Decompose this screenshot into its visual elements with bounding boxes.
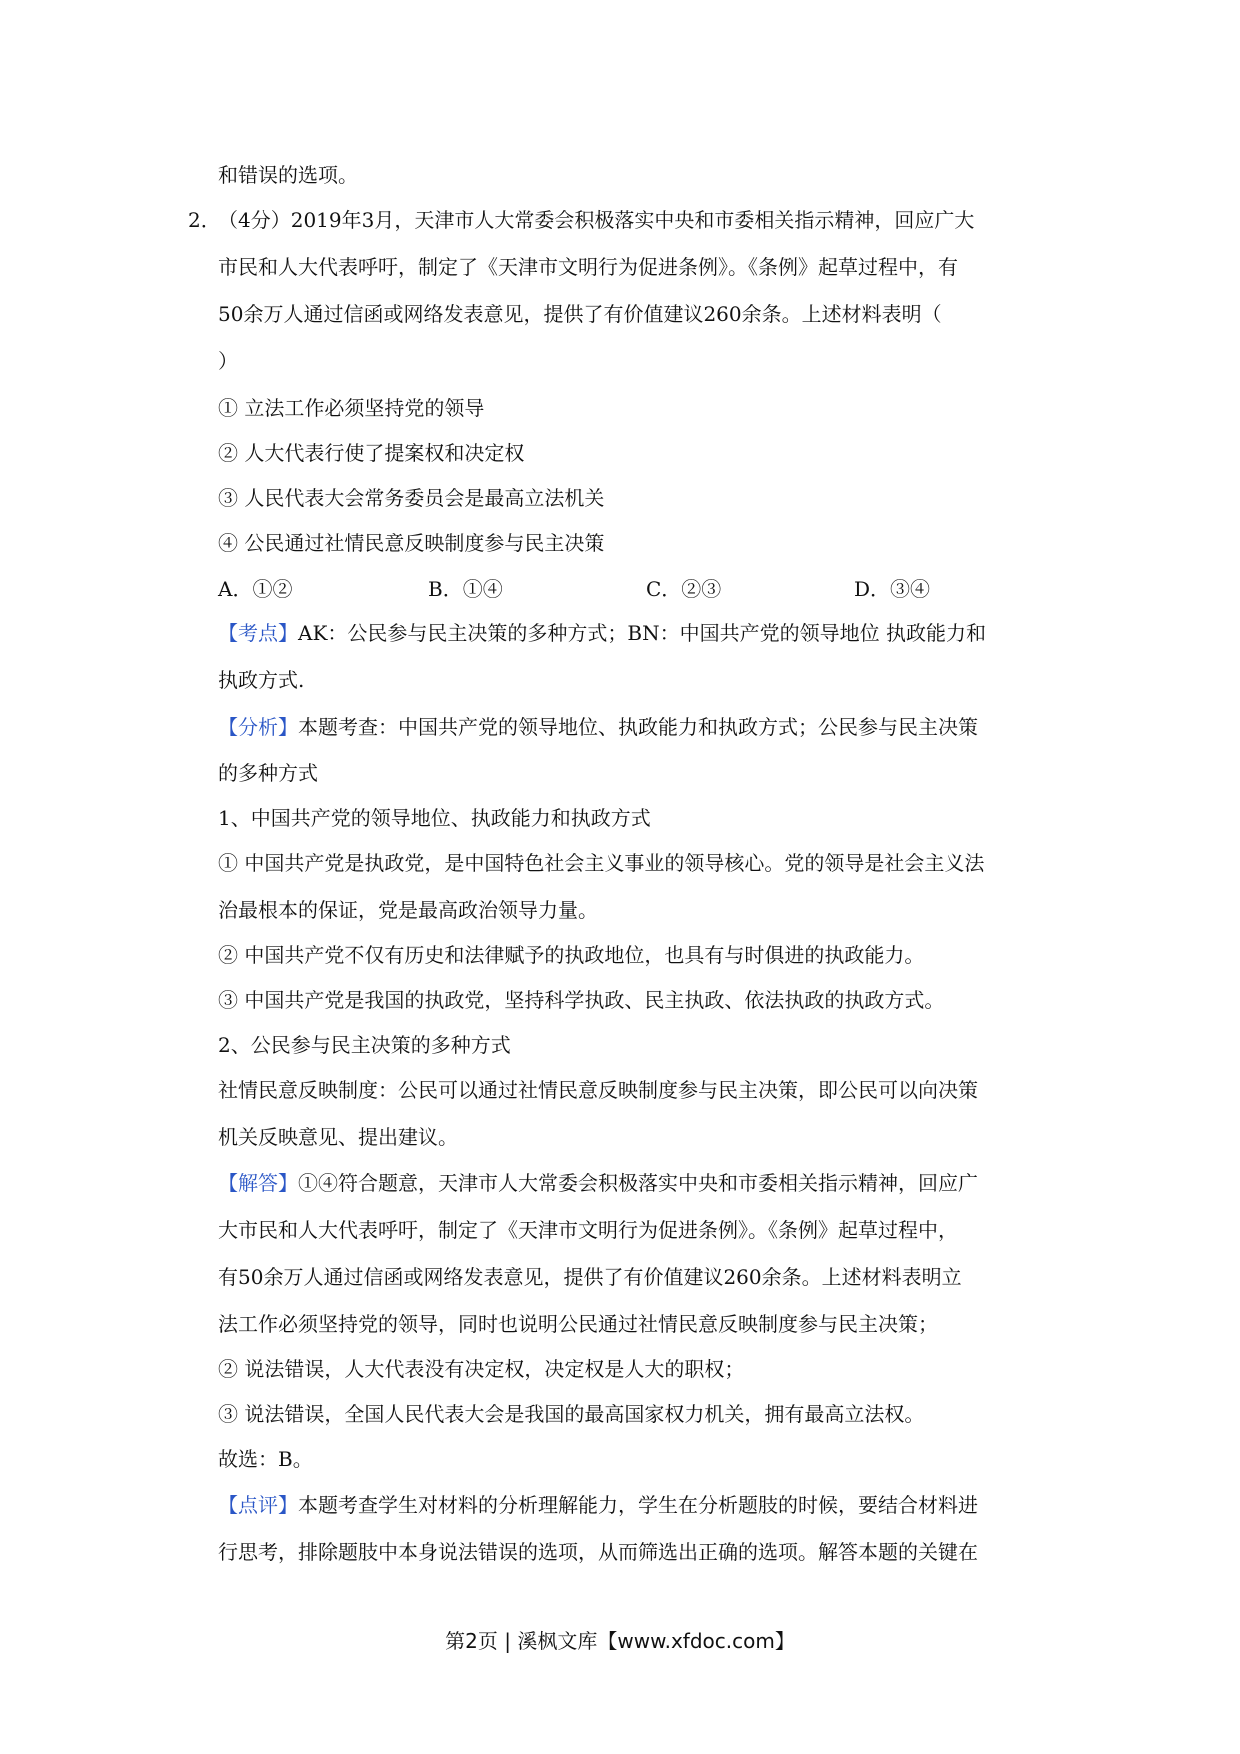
fenxi-point-6a: 社情民意反映制度：公民可以通过社情民意反映制度参与民主决策，即公民可以向决策 xyxy=(218,1078,978,1102)
option-b: B．①④ xyxy=(428,577,503,601)
option-c: C．②③ xyxy=(646,577,722,601)
page-footer: 第2页 | 溪枫文库【www.xfdoc.com】 xyxy=(445,1629,795,1653)
fenxi-point-2a: ① 中国共产党是执政党，是中国特色社会主义事业的领导核心。党的领导是社会主义法 xyxy=(218,851,985,875)
kaodian-text: AK：公民参与民主决策的多种方式；BN：中国共产党的领导地位 执政能力和 xyxy=(298,621,986,645)
kaodian-tag: 【考点】 xyxy=(218,621,298,645)
statement-2: ② 人大代表行使了提案权和决定权 xyxy=(218,441,525,465)
option-d: D．③④ xyxy=(854,577,931,601)
kaodian-line-2: 执政方式. xyxy=(218,668,305,692)
statement-4: ④ 公民通过社情民意反映制度参与民主决策 xyxy=(218,531,605,555)
jieda-line-4: 法工作必须坚持党的领导，同时也说明公民通过社情民意反映制度参与民主决策； xyxy=(218,1312,938,1336)
fenxi-point-1: 1、中国共产党的领导地位、执政能力和执政方式 xyxy=(218,806,651,830)
question-stem-line-3: 50余万人通过信函或网络发表意见，提供了有价值建议260余条。上述材料表明（ xyxy=(218,302,942,326)
fenxi-point-2b: 治最根本的保证，党是最高政治领导力量。 xyxy=(218,898,598,922)
dianping-line-1 xyxy=(218,1490,1058,1520)
kaodian-line-1 xyxy=(218,618,1058,648)
dianping-text: 本题考查学生对材料的分析理解能力，学生在分析题肢的时候，要结合材料进 xyxy=(298,1493,978,1517)
fenxi-line-2: 的多种方式 xyxy=(218,761,318,785)
fenxi-point-5: 2、公民参与民主决策的多种方式 xyxy=(218,1033,511,1057)
jieda-line-6: ③ 说法错误，全国人民代表大会是我国的最高国家权力机关，拥有最高立法权。 xyxy=(218,1402,925,1426)
dianping-line-2: 行思考，排除题肢中本身说法错误的选项，从而筛选出正确的选项。解答本题的关键在 xyxy=(218,1540,978,1564)
question-stem-line-4: ） xyxy=(218,349,238,373)
jieda-line-2: 大市民和人大代表呼吁，制定了《天津市文明行为促进条例》。《条例》起草过程中， xyxy=(218,1218,958,1242)
question-number: 2． xyxy=(188,208,221,232)
dianping-tag: 【点评】 xyxy=(218,1493,298,1517)
fenxi-point-3: ② 中国共产党不仅有历史和法律赋予的执政地位，也具有与时俱进的执政能力。 xyxy=(218,943,925,967)
fenxi-tag: 【分析】 xyxy=(218,715,298,739)
prev-answer-tail: 和错误的选项。 xyxy=(218,163,358,187)
statement-1: ① 立法工作必须坚持党的领导 xyxy=(218,396,485,420)
jieda-line-1 xyxy=(218,1168,1058,1198)
question-stem-line-2: 市民和人大代表呼吁，制定了《天津市文明行为促进条例》。《条例》起草过程中，有 xyxy=(218,255,958,279)
jieda-tag: 【解答】 xyxy=(218,1171,298,1195)
fenxi-text: 本题考查：中国共产党的领导地位、执政能力和执政方式；公民参与民主决策 xyxy=(298,715,978,739)
fenxi-point-4: ③ 中国共产党是我国的执政党，坚持科学执政、民主执政、依法执政的执政方式。 xyxy=(218,988,945,1012)
question-stem-line-1: （4分）2019年3月，天津市人大常委会积极落实中央和市委相关指示精神，回应广大 xyxy=(218,208,975,232)
jieda-line-3: 有50余万人通过信函或网络发表意见，提供了有价值建议260余条。上述材料表明立 xyxy=(218,1265,962,1289)
fenxi-line-1 xyxy=(218,712,1058,742)
fenxi-point-6b: 机关反映意见、提出建议。 xyxy=(218,1125,458,1149)
statement-3: ③ 人民代表大会常务委员会是最高立法机关 xyxy=(218,486,605,510)
jieda-answer: 故选：B。 xyxy=(218,1447,313,1471)
jieda-line-5: ② 说法错误，人大代表没有决定权，决定权是人大的职权； xyxy=(218,1357,745,1381)
jieda-text: ①④符合题意，天津市人大常委会积极落实中央和市委相关指示精神，回应广 xyxy=(298,1171,978,1195)
option-a: A．①② xyxy=(218,577,293,601)
